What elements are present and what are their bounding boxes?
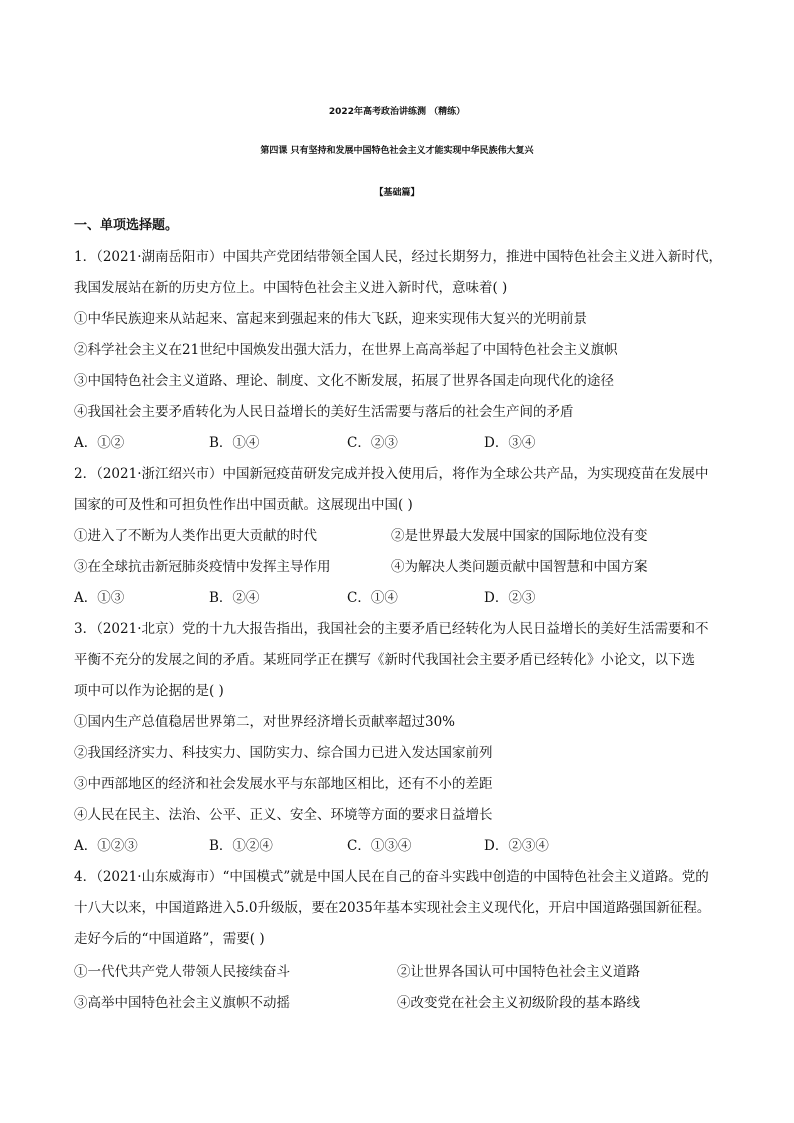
question-3-option-b: B．①②④ bbox=[209, 838, 273, 854]
question-2-statement-4: ④为解决人类问题贡献中国智慧和中国方案 bbox=[391, 559, 648, 575]
question-3-stem-line-3: 项中可以作为论据的是( ) bbox=[74, 683, 224, 699]
page-title: 2022年高考政治讲练测 （精练） bbox=[328, 107, 466, 117]
question-4-stem-line-3: 走好今后的“中国道路”，需要( ) bbox=[74, 931, 265, 947]
question-2-statement-3: ③在全球抗击新冠肺炎疫情中发挥主导作用 bbox=[74, 559, 331, 575]
section-tag: 【基础篇】 bbox=[374, 188, 420, 198]
question-1-stem-line-1: 1．（2021·湖南岳阳市）中国共产党团结带领全国人民，经过长期努力，推进中国特色社会主义进入新时代， bbox=[74, 249, 722, 265]
question-3-statement-1: ①国内生产总值稳居世界第二，对世界经济增长贡献率超过30% bbox=[74, 714, 456, 730]
question-4-stem-line-2: 十八大以来，中国道路进入5.0升级版，要在2035年基本实现社会主义现代化，开启中国道路强国新征程。 bbox=[74, 900, 711, 916]
question-3-stem-line-2: 平衡不充分的发展之间的矛盾。某班同学正在撰写《新时代我国社会主要矛盾已经转化》小论文，以下选 bbox=[74, 652, 695, 668]
section-heading: 一、单项选择题。 bbox=[74, 218, 179, 233]
question-4-stem-line-1: 4．（2021·山东威海市）“中国模式”就是中国人民在自己的奋斗实践中创造的中国特色社会主义道路。党的 bbox=[74, 869, 709, 885]
question-1-stem-line-2: 我国发展站在新的历史方位上。中国特色社会主义进入新时代，意味着( ) bbox=[74, 280, 508, 296]
question-3-option-c: C．①③④ bbox=[347, 838, 412, 854]
question-2-statement-2: ②是世界最大发展中国家的国际地位没有变 bbox=[391, 528, 648, 544]
question-4-statement-4: ④改变党在社会主义初级阶段的基本路线 bbox=[397, 995, 640, 1011]
question-3-statement-2: ②我国经济实力、科技实力、国防实力、综合国力已进入发达国家前列 bbox=[74, 745, 493, 761]
question-2-statement-1: ①进入了不断为人类作出更大贡献的时代 bbox=[74, 528, 317, 544]
question-1-option-b: B．①④ bbox=[209, 435, 260, 451]
question-1-statement-1: ①中华民族迎来从站起来、富起来到强起来的伟大飞跃，迎来实现伟大复兴的光明前景 bbox=[74, 311, 587, 327]
question-2-option-c: C．①④ bbox=[347, 590, 398, 606]
question-3-option-a: A．①②③ bbox=[74, 838, 138, 854]
question-3-statement-3: ③中西部地区的经济和社会发展水平与东部地区相比，还有不小的差距 bbox=[74, 776, 493, 792]
question-2-option-b: B．②④ bbox=[209, 590, 260, 606]
question-1-statement-4: ④我国社会主要矛盾转化为人民日益增长的美好生活需要与落后的社会生产间的矛盾 bbox=[74, 404, 574, 420]
question-2-stem-line-1: 2．（2021·浙江绍兴市）中国新冠疫苗研发完成并投入使用后，将作为全球公共产品，为实现疫苗在发展中 bbox=[74, 466, 709, 482]
question-4-statement-2: ②让世界各国认可中国特色社会主义道路 bbox=[397, 964, 640, 980]
lesson-subtitle: 第四课 只有坚持和发展中国特色社会主义才能实现中华民族伟大复兴 bbox=[260, 146, 534, 156]
question-4-statement-1: ①一代代共产党人带领人民接续奋斗 bbox=[74, 964, 290, 980]
question-3-statement-4: ④人民在民主、法治、公平、正义、安全、环境等方面的要求日益增长 bbox=[74, 807, 493, 823]
question-2-option-a: A．①③ bbox=[74, 590, 125, 606]
question-1-statement-2: ②科学社会主义在21世纪中国焕发出强大活力，在世界上高高举起了中国特色社会主义旗帜 bbox=[74, 342, 618, 358]
question-4-statement-3: ③高举中国特色社会主义旗帜不动摇 bbox=[74, 995, 290, 1011]
question-1-option-c: C．②③ bbox=[347, 435, 398, 451]
question-1-statement-3: ③中国特色社会主义道路、理论、制度、文化不断发展，拓展了世界各国走向现代化的途径 bbox=[74, 373, 614, 389]
question-3-option-d: D．②③④ bbox=[484, 838, 549, 854]
question-2-option-d: D．②③ bbox=[484, 590, 536, 606]
question-2-stem-line-2: 国家的可及性和可担负性作出中国贡献。这展现出中国( ) bbox=[74, 497, 413, 513]
question-1-option-d: D．③④ bbox=[484, 435, 536, 451]
question-3-stem-line-1: 3．（2021·北京）党的十九大报告指出，我国社会的主要矛盾已经转化为人民日益增长的美好生活需要和不 bbox=[74, 621, 709, 637]
question-1-option-a: A．①② bbox=[74, 435, 125, 451]
